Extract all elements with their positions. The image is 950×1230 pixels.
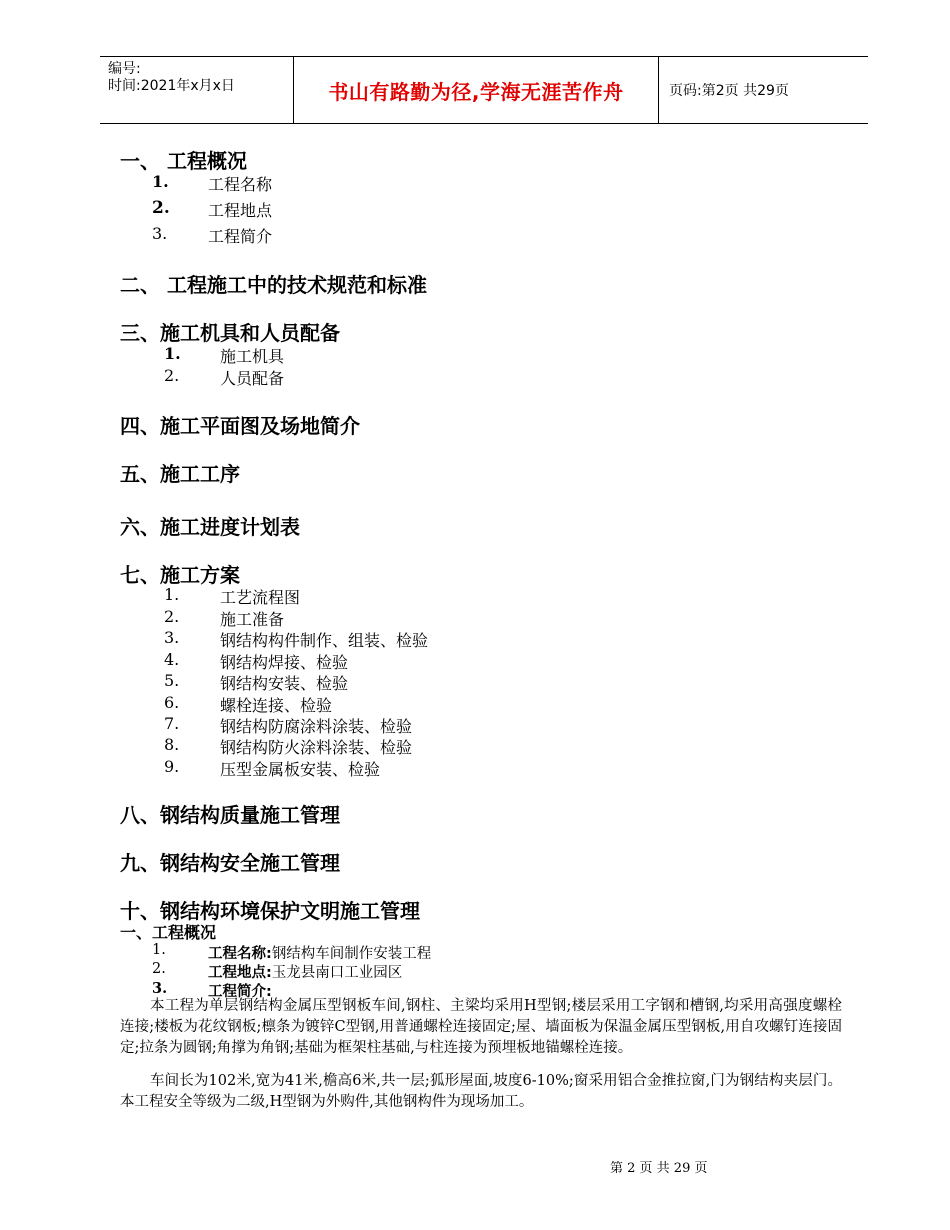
header-motto: 书山有路勤为径,学海无涯苦作舟	[294, 57, 659, 123]
intro-paragraph-1: 本工程为单层钢结构金属压型钢板车间,钢柱、主梁均采用H型钢;楼层采用工字钢和槽钢,均采用高强度螺栓连接;楼板为花纹钢板;檩条为镀锌C型钢,用普通螺栓连接固定;屋、墙面板为保温金属压型钢板,用自攻螺钉连接固定;拉条为圆钢;角撑为角钢;基础为框架柱基础,与柱连接为预埋板地锚螺栓连接。	[120, 998, 842, 1056]
toc-heading: 八、钢结构质量施工管理	[120, 803, 340, 827]
footer-page-number: 第 2 页 共 29 页	[610, 1161, 708, 1176]
serial-label: 编号:	[108, 61, 141, 77]
toc-heading: 二、 工程施工中的技术规范和标准	[120, 273, 427, 297]
toc-heading: 三、施工机具和人员配备	[120, 321, 340, 345]
toc-heading: 一、 工程概况	[120, 149, 247, 173]
time-label: 时间:2021年x月x日	[108, 78, 235, 94]
toc-heading: 十、钢结构环境保护文明施工管理	[120, 899, 420, 923]
page-header	[100, 56, 868, 124]
section-heading: 一、工程概况	[120, 923, 217, 942]
toc-heading: 五、施工工序	[120, 462, 240, 486]
toc-heading: 九、钢结构安全施工管理	[120, 851, 340, 875]
toc-heading: 七、施工方案	[120, 563, 240, 587]
toc-heading: 四、施工平面图及场地简介	[120, 414, 360, 438]
intro-paragraph-2: 车间长为102米,宽为41米,檐高6米,共一层;狐形屋面,坡度6-10%;窗采用铝合金推拉窗,门为钢结构夹层门。本工程安全等级为二级,H型钢为外购件,其他钢构件为现场加工。	[120, 1073, 842, 1110]
header-meta	[100, 57, 294, 123]
toc-heading: 六、施工进度计划表	[120, 515, 300, 539]
header-page-label: 页码:第2页 共29页	[669, 83, 789, 99]
